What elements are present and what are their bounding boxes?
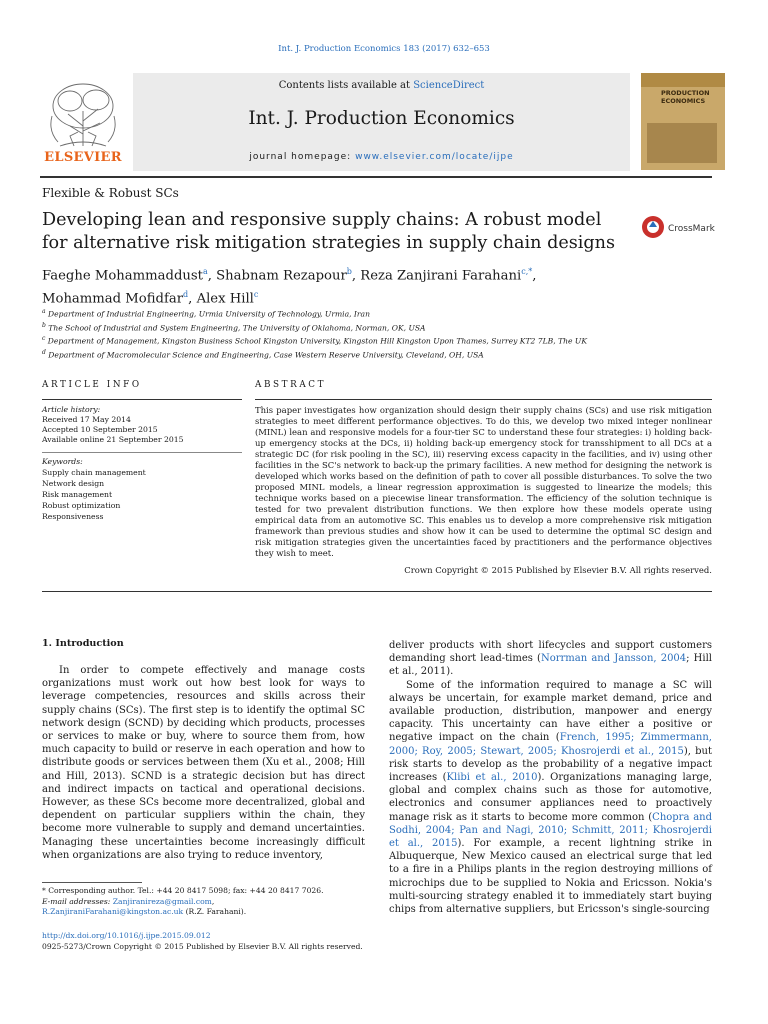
keyword-item: Robust optimization: [42, 501, 121, 510]
introduction-heading: 1. Introduction: [42, 638, 124, 649]
section-label: Flexible & Robust SCs: [42, 186, 179, 200]
author-name: Mohammad Mofidfar: [42, 291, 184, 307]
homepage-link[interactable]: www.elsevier.com/locate/ijpe: [355, 152, 514, 162]
contents-line: [133, 80, 630, 91]
journal-name: Int. J. Production Economics: [248, 108, 515, 129]
journal-citation-link[interactable]: Int. J. Production Economics 183 (2017) 632–653: [278, 44, 490, 54]
author-name: Reza Zanjirani Farahani: [360, 268, 522, 284]
keyword-item: Risk management: [42, 490, 113, 499]
affiliation-item: $^a$ Department of Industrial Engineering, Urmia University of Technology, Urmia, Iran: [42, 308, 370, 319]
sciencedirect-link[interactable]: ScienceDirect: [413, 80, 485, 91]
footnote: [42, 886, 372, 918]
keyword-item: Supply chain management: [42, 468, 146, 477]
author-affiliation-mark[interactable]: d: [183, 290, 189, 300]
article-info-rule: [42, 399, 242, 400]
header-rule: [40, 176, 712, 178]
abstract-copyright: Crown Copyright © 2015 Published by Elsevier B.V. All rights reserved.: [404, 565, 712, 575]
article-info-heading: ARTICLE INFO: [42, 380, 142, 390]
citation-link[interactable]: Chopra and Sodhi, 2004; Pan and Nagi, 2010; Schmitt, 2011; Khosrojerdi et al., 2015: [389, 811, 713, 850]
body-column-left: [42, 664, 365, 862]
keyword-list: [42, 456, 146, 522]
homepage-prefix: journal homepage:: [249, 152, 356, 162]
publication-info: [42, 931, 372, 952]
keywords-label: Keywords:: [42, 457, 83, 466]
author-affiliation-mark[interactable]: c,*: [521, 267, 533, 276]
body-paragraph: In order to compete effectively and manage costs organizations must work out how best look for ways to leverage competencies, resources and skills across their supply chains (SCs). The first step is to identify the optimal SC network design (SCND) by deciding which products, processes or services to make or buy, where to source them from, how much capacity to build or reserve in each operation and how to distribute goods or services between them (Xu et al., 2008; Hill and Hill, 2013). SCND is a strategic decision but has direct and indirect impacts on tactical and operational decisions. However, as these SCs become more decentralized, global and dependent on particular suppliers within the chain, they become more vulnerable to supply and demand uncertainties. Managing these uncertainties become increasingly difficult when organizations are also trying to reduce inventory,: [42, 665, 365, 861]
email-line: E-mail addresses: Zanjiranireza@gmail.com,: [42, 896, 215, 906]
citation-link[interactable]: Norrman and Jansson, 2004: [540, 653, 687, 665]
keyword-item: Network design: [42, 479, 105, 488]
history-item: Received 17 May 2014: [42, 415, 131, 424]
citation-link[interactable]: French, 1995; Zimmermann, 2000; Roy, 2005; Stewart, 2005; Khosrojerdi et al., 2015: [389, 732, 712, 757]
email-link[interactable]: Zanjiranireza@gmail.com: [112, 896, 212, 906]
doi-link[interactable]: http://dx.doi.org/10.1016/j.ijpe.2015.09.012: [42, 931, 211, 940]
affiliation-item: $^b$ The School of Industrial and System Engineering, The University of Oklahoma, Norman, OK, USA: [42, 321, 426, 333]
body-paragraph: deliver products with short lifecycles and support customers demanding short lead-times (Norrman and Jansson, 2004; Hill et al., 2011).: [389, 640, 712, 678]
journal-cover-image[interactable]: [641, 73, 725, 170]
author-name: Alex Hill: [196, 291, 254, 307]
keyword-item: Responsiveness: [42, 512, 104, 521]
affiliation-list: [42, 306, 722, 360]
email-line: R.ZanjiraniFarahani@kingston.ac.uk (R.Z. Farahani).: [42, 907, 247, 916]
journal-homepage: [133, 152, 630, 162]
body-column-right: [389, 639, 712, 916]
elsevier-wordmark: ELSEVIER: [44, 150, 122, 165]
keywords-rule: [42, 452, 242, 453]
history-item: Available online 21 September 2015: [42, 435, 184, 444]
email-link[interactable]: R.ZanjiraniFarahani@kingston.ac.uk: [42, 907, 184, 916]
abstract-heading: ABSTRACT: [255, 380, 327, 390]
abstract-bottom-rule: [42, 591, 712, 592]
cover-title: PRODUCTION ECONOMICS: [661, 89, 710, 105]
abstract-body: This paper investigates how organization should design their supply chains (SCs) and use risk mitigation strategies to meet different performance objectives. To do this, we develop two mixed integer nonlinear (MINL) lean and responsive models for a four-tier SC to understand these four strategies: i) holding back-up emergency stocks at the DCs, ii) holding back-up emergency stock for transshipment to all DCs at a strategic DC (for risk pooling in the SC), iii) reserving excess capacity in the facilities, and iv) using other facilities in the SC's network to back-up the primary facilities. A new method for designing the network is developed which works based on the definition of path to cover all possible disturbances. To solve the two proposed MINL models, a linear regression approximation is suggested to linearize the models; this technique works based on a piecewise linear transformation. The efficiency of the solution technique is tested for two prevalent distribution functions. We then explore how these models operate using empirical data from an automotive SC. This enables us to develop a more comprehensive risk mitigation framework than previous studies and show how it can be used to determine the optimal SC design and risk mitigation strategies given the uncertainties faced by practitioners and the performance objectives they wish to meet.: [255, 405, 712, 558]
affiliation-item: $^d$ Department of Macromolecular Science and Engineering, Case Western Reserve University, Cleveland, OH, USA: [42, 348, 484, 360]
abstract-rule: [255, 399, 712, 400]
author-name: Faeghe Mohammaddust: [42, 268, 203, 284]
paper-title: Developing lean and responsive supply chains: A robust model for alternative risk mitigation strategies in supply chain designs: [42, 210, 616, 253]
body-paragraph: Some of the information required to manage a SC will always be uncertain, for example market demand, price and available production, distribution, manpower and energy capacity. This uncertainty can have either a positive or negative impact on the chain (French, 1995; Zimmermann, 2000; Roy, 2005; Stewart, 2005; Khosrojerdi et al., 2015), but risk starts to develop as the probability of a negative impact increases (Klibi et al., 2010). Organizations managing large, global and complex chains such as those for automotive, electronics and consumer appliances need to proactively manage risk as it starts to become more common (Chopra and Sodhi, 2004; Pan and Nagi, 2010; Schmitt, 2011; Khosrojerdi et al., 2015). For example, a recent lightning strike in Albuquerque, New Mexico caused an electrical surge that led to a fire in a Philips plants in the region destroying millions of microchips due to be supplied to Nokia and Ericsson. Nokia's multi-sourcing strategy enabled it to immediately start buying chips from alternative suppliers, but Ericsson's single-sourcing: [389, 679, 713, 916]
citation-link[interactable]: Klibi et al., 2010: [446, 772, 538, 784]
history-label: Article history:: [42, 405, 101, 414]
corresponding-author-note: * Corresponding author. Tel.: +44 20 8417 5098; fax: +44 20 8417 7026.: [42, 886, 324, 895]
author-list: Faeghe Mohammaddust$^a$, Shabnam Rezapour$^b$, Reza Zanjirani Farahani$^{c,*}$, Mohammad Mofidfar$^d$, Alex Hill$^c$: [42, 267, 537, 307]
crossmark-label: CrossMark: [668, 224, 715, 234]
footnote-rule: [42, 882, 142, 883]
affiliation-item: $^c$ Department of Management, Kingston Business School Kingston University, Kingston Hill Kingston Upon Thames, Surrey KT2 7LB, The UK: [42, 335, 588, 346]
article-history: [42, 405, 184, 445]
history-item: Accepted 10 September 2015: [42, 425, 158, 434]
author-affiliation-mark[interactable]: c: [253, 290, 259, 300]
crossmark-icon[interactable]: [641, 213, 731, 241]
contents-prefix: Contents lists available at: [278, 80, 414, 91]
issn-line: 0925-5273/Crown Copyright © 2015 Published by Elsevier B.V. All rights reserved.: [42, 941, 363, 951]
author-affiliation-mark[interactable]: a: [202, 267, 208, 276]
author-affiliation-mark[interactable]: b: [346, 267, 352, 276]
author-name: Shabnam Rezapour: [216, 268, 347, 284]
